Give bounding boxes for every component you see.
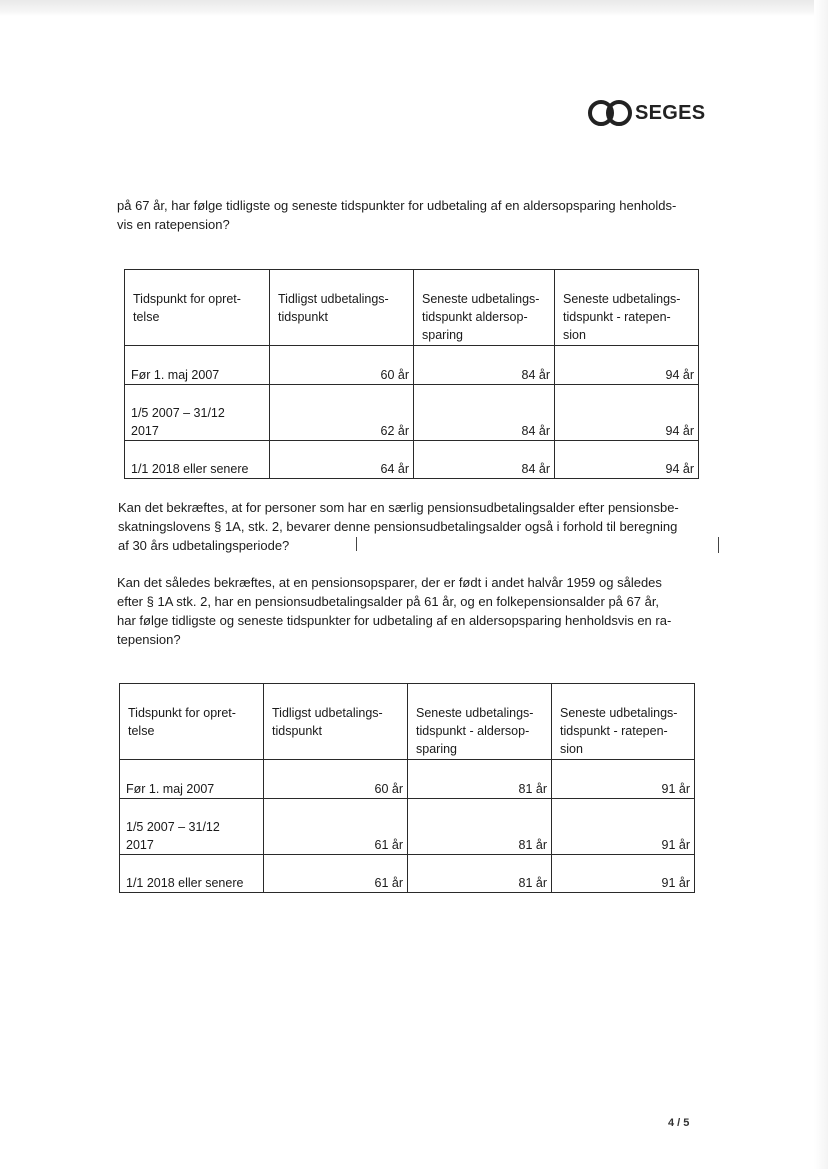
paragraph-line: Kan det bekræftes, at for personer som har en særlig pensionsudbetalingsalder efter pensionsbe-: [118, 500, 679, 515]
value-cell: 60 år: [264, 760, 408, 799]
table-row: [125, 346, 699, 385]
header-cell: Seneste udbetalings- tidspunkt - aldersop- sparing: [408, 684, 552, 760]
value-cell: 91 år: [552, 760, 695, 799]
table-row: [120, 760, 695, 799]
value-cell: 84 år: [414, 441, 555, 479]
paragraph-line: tepension?: [117, 632, 181, 647]
paragraph-line: efter § 1A stk. 2, har en pensionsudbetalingsalder på 61 år, og en folkepensionsalder på 67 år,: [117, 594, 660, 609]
value-cell: 61 år: [264, 799, 408, 855]
header-cell: Seneste udbetalings- tidspunkt aldersop- sparing: [414, 270, 555, 346]
seges-emblem-icon: [588, 100, 632, 126]
table-row: [125, 441, 699, 479]
value-cell: 60 år: [270, 346, 414, 385]
scan-edge-top: [0, 0, 828, 16]
header-cell: Tidspunkt for opret- telse: [125, 270, 270, 346]
row-label-cell: 1/5 2007 – 31/12 2017: [125, 385, 270, 441]
value-cell: 61 år: [264, 855, 408, 893]
value-cell: 81 år: [408, 799, 552, 855]
paragraph-top: [117, 196, 676, 234]
table-pension-ages-1: [124, 269, 699, 479]
value-cell: 91 år: [552, 799, 695, 855]
row-label-cell: 1/1 2018 eller senere: [120, 855, 264, 893]
table-pension-ages-2: [119, 683, 695, 893]
scan-edge-right: [814, 0, 828, 1169]
paragraph-line: Kan det således bekræftes, at en pensionsopsparer, der er født i andet halvår 1959 og således: [117, 575, 662, 590]
header-cell: Tidspunkt for opret- telse: [120, 684, 264, 760]
paragraph-line: på 67 år, har følge tidligste og seneste tidspunkter for udbetaling af en aldersopsparing henholds-: [117, 198, 677, 213]
header-cell: Seneste udbetalings- tidspunkt - ratepen- sion: [555, 270, 699, 346]
value-cell: 94 år: [555, 385, 699, 441]
value-cell: 62 år: [270, 385, 414, 441]
paragraph-line: af 30 års udbetalingsperiode?: [118, 538, 290, 553]
row-label-cell: 1/5 2007 – 31/12 2017: [120, 799, 264, 855]
value-cell: 94 år: [555, 346, 699, 385]
seges-logo: [588, 100, 705, 126]
page-number: 4 / 5: [668, 1117, 690, 1129]
header-cell: Tidligst udbetalings- tidspunkt: [270, 270, 414, 346]
row-label-cell: Før 1. maj 2007: [120, 760, 264, 799]
table-row: [120, 855, 695, 893]
table-row: [120, 799, 695, 855]
scan-mark: [356, 537, 357, 551]
paragraph-second: [117, 573, 671, 649]
logo-text: SEGES: [635, 101, 706, 124]
scan-mark: [718, 537, 719, 553]
header-cell: Seneste udbetalings- tidspunkt - ratepen- sion: [552, 684, 695, 760]
table-row: [125, 385, 699, 441]
row-label-cell: 1/1 2018 eller senere: [125, 441, 270, 479]
value-cell: 91 år: [552, 855, 695, 893]
table-header-row: [125, 270, 699, 346]
paragraph-line: vis en ratepension?: [117, 217, 230, 232]
paragraph-line: har følge tidligste og seneste tidspunkter for udbetaling af en aldersopsparing henholdsvis en ra-: [117, 613, 672, 628]
value-cell: 84 år: [414, 385, 555, 441]
header-cell: Tidligst udbetalings- tidspunkt: [264, 684, 408, 760]
value-cell: 64 år: [270, 441, 414, 479]
row-label-cell: Før 1. maj 2007: [125, 346, 270, 385]
table-header-row: [120, 684, 695, 760]
value-cell: 81 år: [408, 760, 552, 799]
value-cell: 81 år: [408, 855, 552, 893]
value-cell: 84 år: [414, 346, 555, 385]
value-cell: 94 år: [555, 441, 699, 479]
paragraph-middle: [118, 498, 679, 555]
paragraph-line: skatningslovens § 1A, stk. 2, bevarer denne pensionsudbetalingsalder også i forhold til beregning: [118, 519, 678, 534]
